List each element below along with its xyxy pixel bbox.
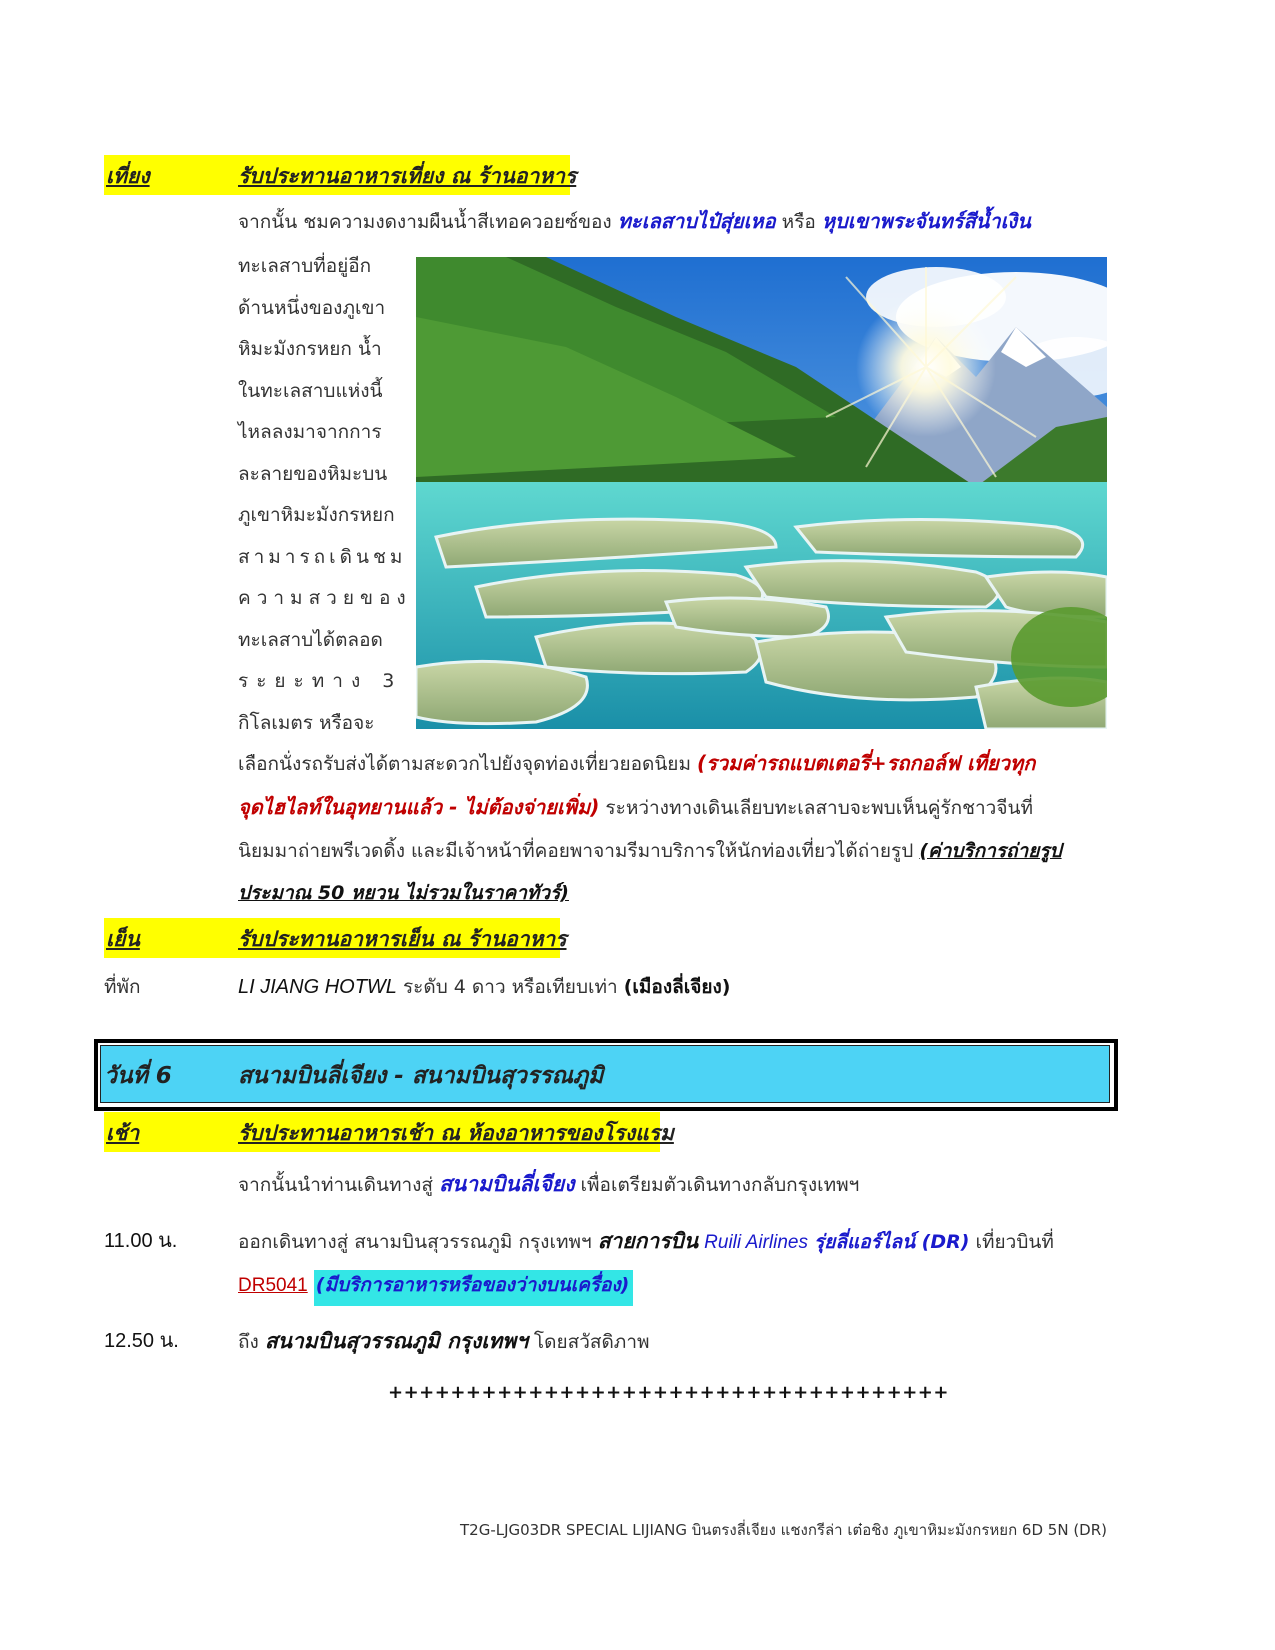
transfer-line <box>238 1165 859 1204</box>
side-line: ระยะทาง 3 <box>238 670 403 692</box>
airline-label: สายการบิน <box>597 1229 699 1253</box>
flight-time: 11.00 น. <box>104 1230 178 1252</box>
lake-photo <box>416 257 1107 729</box>
breakfast-title: รับประทานอาหารเช้า ณ ห้องอาหารของโรงแรม <box>238 1121 674 1145</box>
photo-fee-note-end: ประมาณ 50 หยวน ไม่รวมในราคาทัวร์) <box>238 882 569 904</box>
suvarnabhumi-airport: สนามบินสุวรรณภูมิ กรุงเทพฯ <box>264 1329 528 1353</box>
flight-number: DR5041 <box>238 1275 308 1296</box>
intro-mid: หรือ <box>781 211 816 233</box>
included-fee-note: (รวมค่ารถแบตเตอรี่+รถกอล์ฟ เที่ยวทุก <box>697 751 1036 775</box>
continuation-text: ระหว่างทางเดินเลียบทะเลสาบจะพบเห็นคู่รักชาวจีนที่ <box>605 797 1033 819</box>
continuation-line-3 <box>238 832 1062 870</box>
side-line: ภูเขาหิมะมังกรหยก <box>238 504 395 526</box>
side-line: ทะเลสาบได้ตลอด <box>238 628 383 651</box>
footer: T2G-LJG03DR SPECIAL LIJIANG บินตรงลี่เจียง แชงกรีล่า เต๋อชิง ภูเขาหิมะมังกรหยก 6D 5N (DR) <box>459 1521 1107 1539</box>
breakfast-label: เช้า <box>106 1121 140 1145</box>
continuation-line-1 <box>238 744 1035 783</box>
flight-prefix: ออกเดินทางสู่ สนามบินสุวรรณภูมิ กรุงเทพฯ <box>238 1231 592 1253</box>
photo-fee-note: (ค่าบริการถ่ายรูป <box>919 840 1062 862</box>
hotel-rating: ระดับ 4 ดาว หรือเทียบเท่า <box>402 976 618 998</box>
continuation-text: นิยมมาถ่ายพรีเวดดิ้ง และมีเจ้าหน้าที่คอยพาจามรีมาบริการให้นักท่องเที่ยวได้ถ่ายรูป <box>238 840 914 862</box>
dinner-label: เย็น <box>106 927 140 951</box>
side-line: ด้านหนึ่งของภูเขา <box>238 296 386 319</box>
arrival-suffix: โดยสวัสดิภาพ <box>533 1331 650 1353</box>
meal-note: (มีบริการอาหารหรือของว่างบนเครื่อง) <box>314 1270 634 1306</box>
continuation-line-2 <box>238 788 1033 827</box>
lunch-label: เที่ยง <box>106 164 150 188</box>
side-line: ความสวยของ <box>238 587 412 609</box>
hotel-city: (เมืองลี่เจียง) <box>623 976 731 998</box>
arrival-time: 12.50 น. <box>104 1330 179 1352</box>
airline-name-en: Ruili Airlines <box>704 1232 808 1253</box>
flight-line-2 <box>238 1266 633 1305</box>
day6-label: วันที่ 6 <box>104 1063 172 1089</box>
transfer-suffix: เพื่อเตรียมตัวเดินทางกลับกรุงเทพฯ <box>580 1174 860 1196</box>
dinner-title: รับประทานอาหารเย็น ณ ร้านอาหาร <box>238 927 567 951</box>
airline-name-th: รุ่ยลี่แอร์ไลน์ (DR) <box>814 1231 970 1253</box>
included-fee-note-end: จุดไฮไลท์ในอุทยานแล้ว - ไม่ต้องจ่ายเพิ่ม) <box>238 795 600 819</box>
side-line: ในทะเลสาบแห่งนี้ <box>238 379 383 402</box>
day6-title: สนามบินลี่เจียง - สนามบินสุวรรณภูมิ <box>238 1063 604 1089</box>
arrival-line <box>238 1322 650 1361</box>
hotel-line <box>238 968 731 1006</box>
side-line: ไหลลงมาจากการ <box>238 421 382 443</box>
separator: ++++++++++++++++++++++++++++++++++++ <box>388 1382 949 1403</box>
hotel-label: ที่พัก <box>104 976 141 998</box>
side-line: หิมะมังกรหยก น้ำ <box>238 338 382 360</box>
continuation-line-4 <box>238 874 569 912</box>
transfer-prefix: จากนั้นนำท่านเดินทางสู่ <box>238 1174 434 1196</box>
side-line: ทะเลสาบที่อยู่อีก <box>238 255 372 277</box>
lijiang-airport: สนามบินลี่เจียง <box>439 1172 575 1196</box>
flight-number-label: เที่ยวบินที่ <box>975 1231 1054 1253</box>
side-line: สามารถเดินชม <box>238 545 407 568</box>
intro-place-blue-moon-valley: หุบเขาพระจันทร์สีน้ำเงิน <box>821 209 1031 233</box>
side-line: ละลายของหิมะบน <box>238 462 388 485</box>
hotel-name: LI JIANG HOTWL <box>238 976 397 998</box>
continuation-text: เลือกนั่งรถรับส่งได้ตามสะดวกไปยังจุดท่องเที่ยวยอดนิยม <box>238 753 691 775</box>
flight-line-1 <box>238 1222 1054 1262</box>
intro-place-baishuihe: ทะเลสาบไป๋สุ่ยเหอ <box>617 209 776 233</box>
arrival-prefix: ถึง <box>238 1331 259 1353</box>
side-text-column <box>238 246 412 744</box>
side-line: กิโลเมตร หรือจะ <box>238 711 375 734</box>
intro-line <box>238 202 1031 241</box>
lunch-title: รับประทานอาหารเที่ยง ณ ร้านอาหาร <box>238 164 577 188</box>
intro-prefix: จากนั้น ชมความงดงามผืนน้ำสีเทอควอยซ์ของ <box>238 211 612 233</box>
